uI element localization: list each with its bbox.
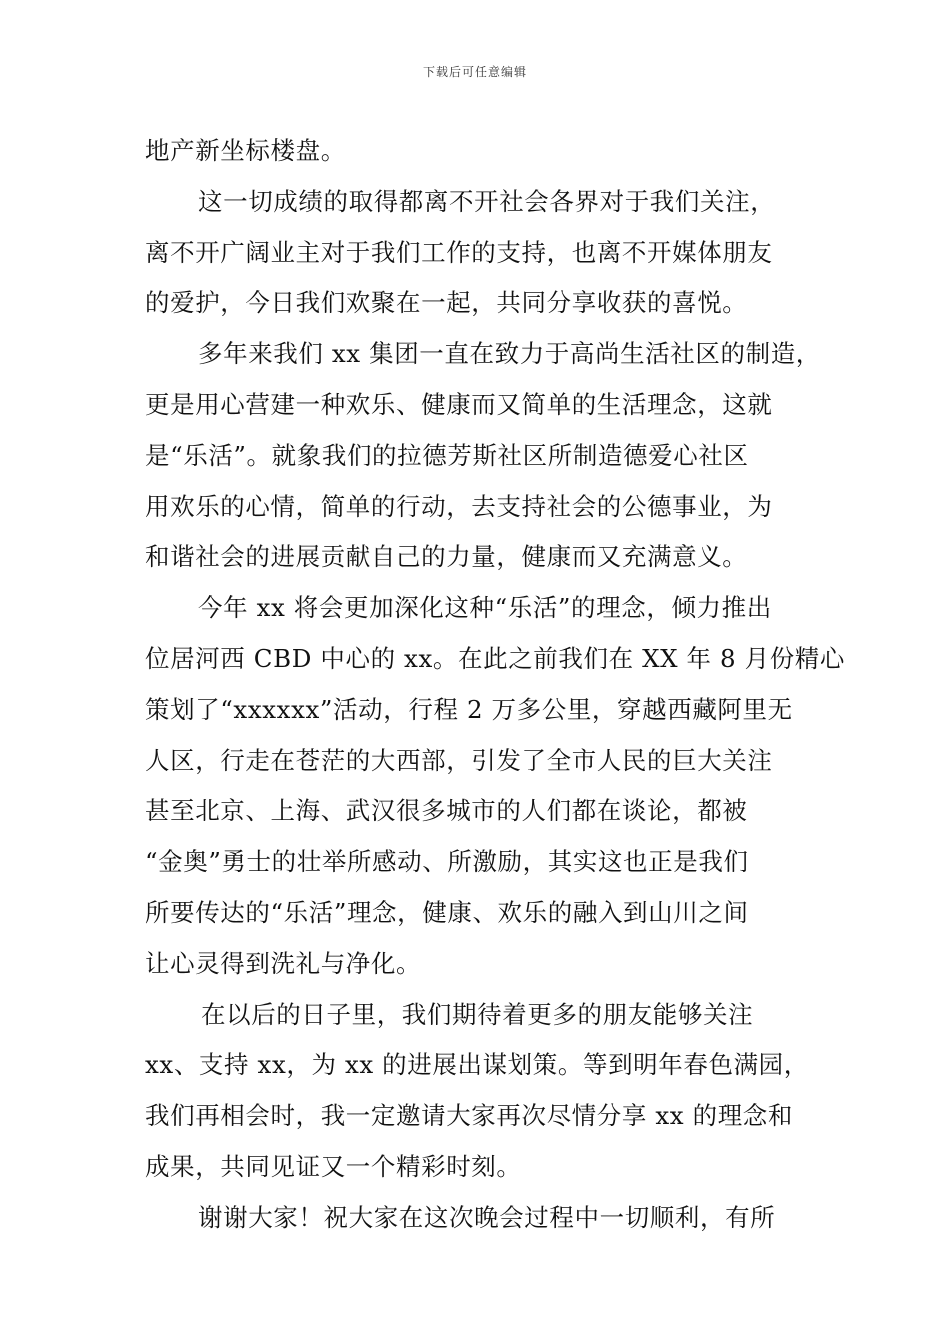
page-header: 下载后可任意编辑 — [422, 65, 527, 79]
text-line: 我们再相会时，我一定邀请大家再次尽情分享 xx 的理念和 — [145, 1101, 794, 1131]
text-line: 更是用心营建一种欢乐、健康而又简单的生活理念，这就 — [145, 389, 773, 419]
paragraph-first-line: 今年 xx 将会更加深化这种“乐活”的理念，倾力推出 — [198, 593, 772, 623]
paragraph-first-line: 多年来我们 xx 集团一直在致力于高尚生活社区的制造， — [198, 339, 821, 369]
paragraph-first-line: 谢谢大家！祝大家在这次晚会过程中一切顺利，有所 — [198, 1202, 776, 1232]
text-line: 策划了“xxxxxx”活动，行程 2 万多公里，穿越西藏阿里无 — [145, 694, 793, 724]
text-line: xx、支持 xx，为 xx 的进展出谋划策。等到明年春色满园， — [145, 1050, 809, 1080]
text-line: 离不开广阔业主对于我们工作的支持，也离不开媒体朋友 — [145, 237, 773, 267]
text-line: 所要传达的“乐活”理念，健康、欢乐的融入到山川之间 — [145, 897, 749, 927]
text-line: 甚至北京、上海、武汉很多城市的人们都在谈论，都被 — [145, 796, 748, 826]
text-line: 用欢乐的心情，简单的行动，去支持社会的公德事业，为 — [145, 491, 773, 521]
text-line: 是“乐活”。就象我们的拉德芳斯社区所制造德爱心社区 — [145, 440, 749, 470]
text-line: 和谐社会的进展贡献自己的力量，健康而又充满意义。 — [145, 542, 748, 572]
text-line: 的爱护，今日我们欢聚在一起，共同分享收获的喜悦。 — [145, 288, 748, 318]
text-line: 成果，共同见证又一个精彩时刻。 — [145, 1151, 522, 1181]
paragraph-first-line: 这一切成绩的取得都离不开社会各界对于我们关注， — [198, 186, 776, 216]
text-line: 人区，行走在苍茫的大西部，引发了全市人民的巨大关注 — [145, 745, 773, 775]
text-line: 地产新坐标楼盘。 — [145, 136, 346, 165]
text-line: “金奥”勇士的壮举所感动、所激励，其实这也正是我们 — [145, 847, 749, 877]
text-line: 位居河西 CBD 中心的 xx。在此之前我们在 XX 年 8 月份精心 — [145, 643, 846, 673]
text-line: 让心灵得到洗礼与净化。 — [145, 948, 422, 978]
paragraph-first-line: 在以后的日子里，我们期待着更多的朋友能够关注 — [201, 999, 754, 1029]
document-body — [145, 126, 846, 1244]
